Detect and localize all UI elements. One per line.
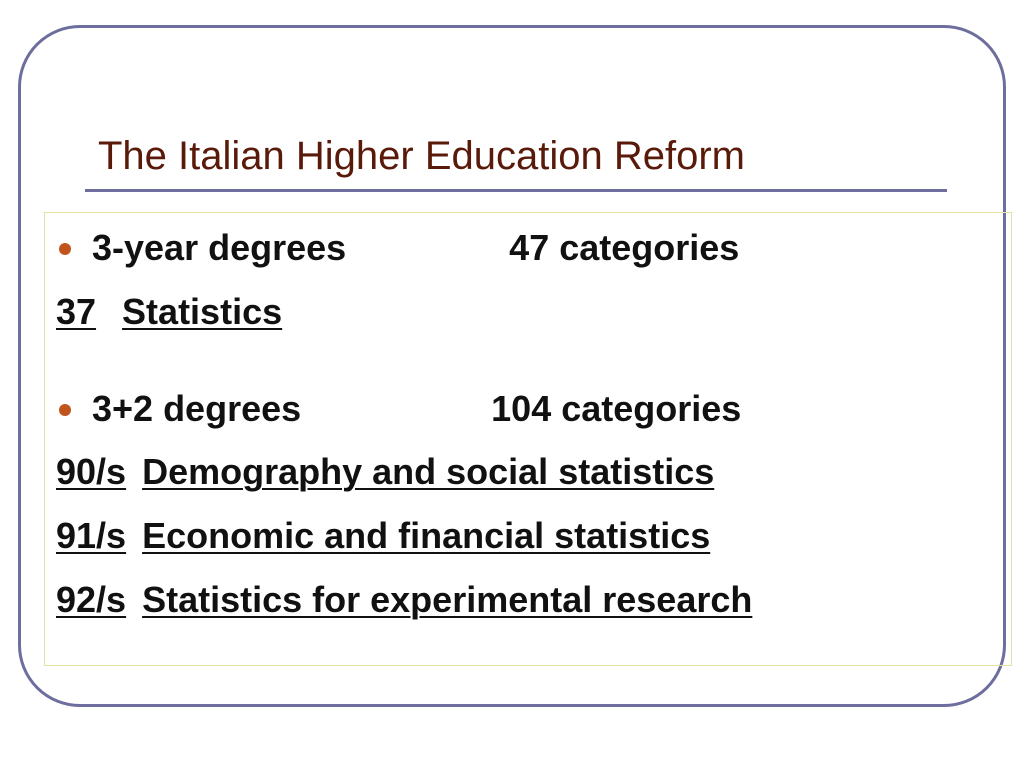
class-code: 37	[56, 291, 97, 332]
degree-label: 3+2 degrees	[92, 388, 302, 429]
class-row-91s	[56, 514, 710, 558]
class-row-37	[56, 290, 282, 334]
class-row-90s	[56, 450, 714, 494]
class-code: 90/s	[56, 451, 127, 492]
degree-row-3year	[92, 226, 739, 270]
class-name: Economic and financial statistics	[142, 515, 711, 556]
degree-row-3plus2	[92, 387, 741, 431]
degree-label: 3-year degrees	[92, 227, 347, 268]
class-name: Statistics for experimental research	[142, 579, 753, 620]
category-count: 47 categories	[509, 227, 740, 268]
class-row-92s	[56, 578, 752, 622]
bullet-icon	[59, 243, 71, 255]
slide-title: The Italian Higher Education Reform	[98, 134, 745, 178]
title-divider	[85, 189, 947, 192]
class-name: Demography and social statistics	[142, 451, 715, 492]
bullet-icon	[59, 404, 71, 416]
class-name: Statistics	[122, 291, 283, 332]
class-code: 92/s	[56, 579, 127, 620]
category-count: 104 categories	[491, 388, 742, 429]
class-code: 91/s	[56, 515, 127, 556]
